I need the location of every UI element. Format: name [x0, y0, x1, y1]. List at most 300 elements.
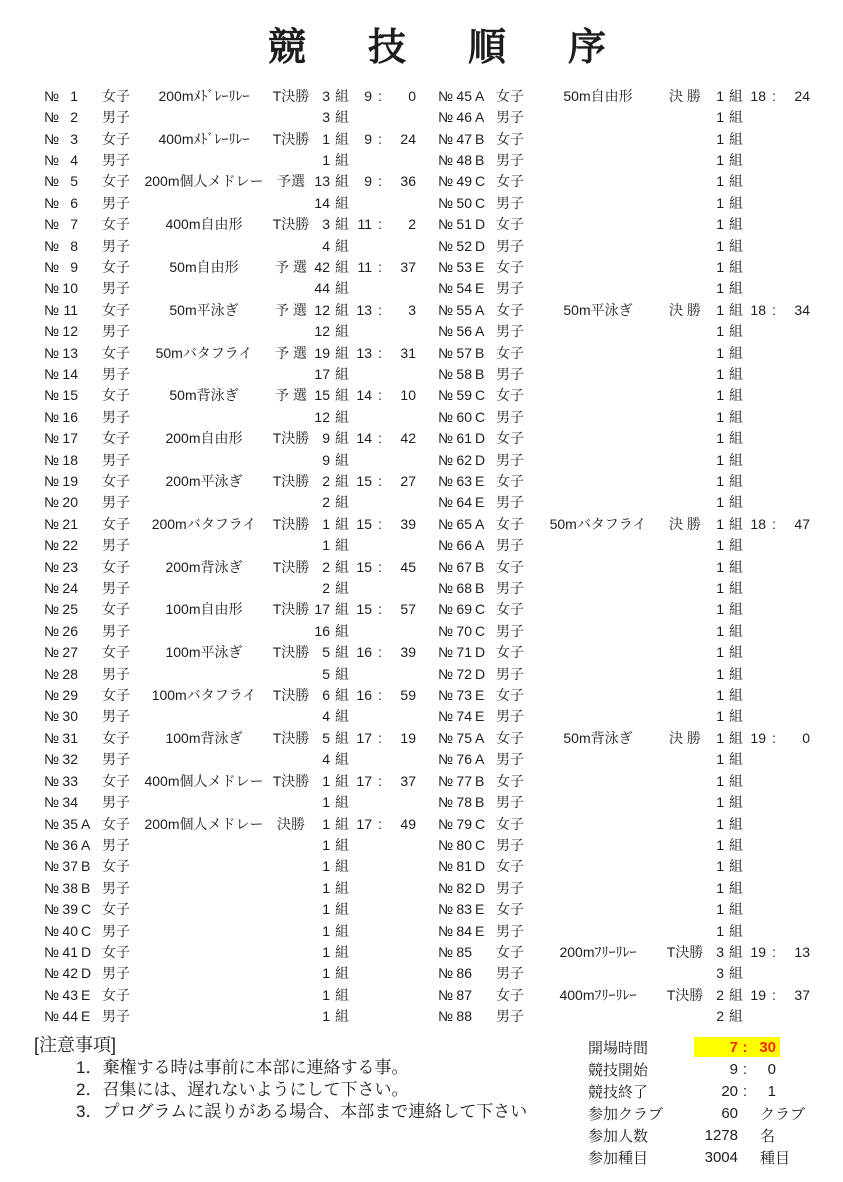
event-number: № 56 [438, 323, 472, 340]
event-number: № 51 [438, 216, 472, 233]
gender-label: 男子 [496, 365, 524, 382]
summary-row [588, 1036, 809, 1058]
event-row [438, 599, 810, 620]
start-hour: 18 [750, 301, 766, 318]
group-unit: 組 [335, 687, 349, 704]
event-number: № 30 [44, 708, 78, 725]
event-row [44, 535, 416, 556]
event-name: 400m個人メドレー [144, 772, 264, 789]
event-name: 100m自由形 [165, 601, 243, 618]
numero-sign: № [438, 558, 454, 575]
event-number: № 15 [44, 387, 78, 404]
group-count: 1 [716, 451, 724, 468]
event-row [44, 128, 416, 149]
round-label: T決勝 [272, 601, 310, 618]
event-number: № 68 [438, 580, 472, 597]
numero-sign: № [44, 558, 60, 575]
group-unit: 組 [335, 130, 349, 147]
round-label: 決 勝 [669, 87, 701, 104]
group-unit: 組 [729, 387, 743, 404]
event-name: 400mﾌﾘｰﾘﾚｰ [559, 986, 637, 1003]
event-row [438, 577, 810, 598]
class-letter: D [475, 644, 486, 661]
event-number: № 63 [438, 473, 472, 490]
group-unit: 組 [729, 794, 743, 811]
class-letter: C [81, 901, 92, 918]
group-count: 1 [322, 879, 330, 896]
time-colon: : [772, 87, 776, 104]
gender-label: 男子 [496, 794, 524, 811]
class-letter: A [475, 751, 485, 768]
gender-label: 女子 [102, 986, 130, 1003]
time-colon: : [378, 258, 382, 275]
group-unit: 組 [335, 194, 349, 211]
summary-row [588, 1102, 809, 1124]
group-unit: 組 [729, 537, 743, 554]
event-number: № 46 [438, 109, 472, 126]
numero-sign: № [44, 665, 60, 682]
group-count: 1 [322, 901, 330, 918]
group-unit: 組 [729, 87, 743, 104]
gender-label: 女子 [102, 815, 130, 832]
group-count: 2 [322, 558, 330, 575]
numero-sign: № [44, 109, 60, 126]
gender-label: 男子 [102, 194, 130, 211]
group-unit: 組 [335, 515, 349, 532]
numero-sign: № [44, 301, 60, 318]
gender-label: 男子 [102, 708, 130, 725]
event-number: № 3 [44, 130, 78, 147]
group-unit: 組 [729, 601, 743, 618]
event-row [44, 984, 416, 1005]
group-count: 4 [322, 751, 330, 768]
numero-sign: № [44, 473, 60, 490]
event-name: 100m背泳ぎ [165, 729, 243, 746]
gender-label: 男子 [102, 365, 130, 382]
gender-label: 女子 [496, 87, 524, 104]
class-letter: A [81, 836, 91, 853]
event-row [44, 642, 416, 663]
group-unit: 組 [729, 494, 743, 511]
event-row [438, 984, 810, 1005]
group-count: 1 [716, 151, 724, 168]
event-name: 200m個人メドレー [144, 173, 264, 190]
class-letter: A [475, 109, 485, 126]
group-count: 1 [716, 515, 724, 532]
gender-label: 男子 [496, 922, 524, 939]
numero-sign: № [44, 965, 60, 982]
numero-sign: № [44, 580, 60, 597]
numero-sign: № [438, 729, 454, 746]
time-colon: : [378, 473, 382, 490]
event-row [438, 299, 810, 320]
gender-label: 女子 [102, 687, 130, 704]
group-unit: 組 [335, 815, 349, 832]
event-number: № 74 [438, 708, 472, 725]
event-row [438, 706, 810, 727]
time-colon: : [378, 430, 382, 447]
class-letter: B [475, 130, 485, 147]
group-count: 1 [716, 387, 724, 404]
time-colon: : [742, 1082, 748, 1100]
group-unit: 組 [335, 494, 349, 511]
start-hour: 17 [356, 815, 372, 832]
round-label: 決 勝 [669, 729, 701, 746]
group-unit: 組 [729, 237, 743, 254]
start-minute: 37 [794, 986, 810, 1003]
event-number: № 32 [44, 751, 78, 768]
numero-sign: № [438, 430, 454, 447]
event-number: № 79 [438, 815, 472, 832]
event-number: № 27 [44, 644, 78, 661]
group-count: 1 [716, 216, 724, 233]
event-row [438, 770, 810, 791]
round-label: T決勝 [272, 558, 310, 575]
group-count: 12 [314, 408, 330, 425]
group-count: 17 [314, 365, 330, 382]
gender-label: 男子 [496, 965, 524, 982]
event-number: № 55 [438, 301, 472, 318]
group-unit: 組 [729, 365, 743, 382]
summary-label: 競技終了 [588, 1083, 649, 1101]
summary-row [588, 1146, 809, 1168]
event-row [44, 278, 416, 299]
time-colon: : [742, 1038, 748, 1056]
numero-sign: № [438, 1008, 454, 1025]
gender-label: 男子 [496, 280, 524, 297]
numero-sign: № [44, 130, 60, 147]
group-count: 1 [716, 922, 724, 939]
event-row [438, 192, 810, 213]
group-count: 12 [314, 301, 330, 318]
gender-label: 女子 [102, 729, 130, 746]
event-row [44, 898, 416, 919]
class-letter: B [475, 772, 485, 789]
gender-label: 男子 [496, 494, 524, 511]
event-number: № 14 [44, 365, 78, 382]
class-letter: C [475, 194, 486, 211]
group-unit: 組 [335, 430, 349, 447]
gender-label: 男子 [496, 836, 524, 853]
start-hour: 17 [356, 772, 372, 789]
start-hour: 16 [356, 687, 372, 704]
event-row [44, 363, 416, 384]
start-minute: 47 [794, 515, 810, 532]
event-number: № 12 [44, 323, 78, 340]
gender-label: 女子 [496, 173, 524, 190]
gender-label: 女子 [102, 344, 130, 361]
group-unit: 組 [729, 879, 743, 896]
group-count: 9 [322, 451, 330, 468]
event-row [438, 385, 810, 406]
event-number: № 75 [438, 729, 472, 746]
event-row [438, 856, 810, 877]
group-count: 3 [716, 965, 724, 982]
note-item: 2．召集には、遅れないようにして下さい。 [76, 1080, 409, 1099]
start-hour: 15 [356, 515, 372, 532]
numero-sign: № [44, 216, 60, 233]
group-count: 15 [314, 387, 330, 404]
class-letter: C [475, 836, 486, 853]
group-count: 13 [314, 173, 330, 190]
start-hour: 15 [356, 601, 372, 618]
event-row [438, 684, 810, 705]
event-row [438, 342, 810, 363]
numero-sign: № [438, 601, 454, 618]
event-row [438, 449, 810, 470]
group-unit: 組 [335, 387, 349, 404]
numero-sign: № [438, 879, 454, 896]
gender-label: 女子 [496, 772, 524, 789]
group-unit: 組 [335, 323, 349, 340]
time-colon: : [378, 87, 382, 104]
summary-row [588, 1080, 809, 1102]
numero-sign: № [438, 194, 454, 211]
gender-label: 女子 [102, 173, 130, 190]
gender-label: 男子 [496, 622, 524, 639]
gender-label: 男子 [102, 751, 130, 768]
group-unit: 組 [335, 408, 349, 425]
group-unit: 組 [335, 151, 349, 168]
gender-label: 女子 [102, 387, 130, 404]
gender-label: 男子 [496, 751, 524, 768]
event-number: № 66 [438, 537, 472, 554]
class-letter: E [475, 708, 485, 725]
group-count: 16 [314, 622, 330, 639]
event-name: 200m背泳ぎ [165, 558, 243, 575]
numero-sign: № [44, 280, 60, 297]
numero-sign: № [44, 751, 60, 768]
numero-sign: № [438, 387, 454, 404]
numero-sign: № [44, 494, 60, 511]
numero-sign: № [438, 408, 454, 425]
gender-label: 女子 [496, 473, 524, 490]
group-count: 1 [716, 644, 724, 661]
event-number: № 13 [44, 344, 78, 361]
gender-label: 女子 [496, 644, 524, 661]
gender-label: 男子 [496, 665, 524, 682]
gender-label: 男子 [102, 451, 130, 468]
group-unit: 組 [729, 515, 743, 532]
group-unit: 組 [729, 451, 743, 468]
numero-sign: № [438, 965, 454, 982]
event-name: 50m平泳ぎ [169, 301, 239, 318]
group-unit: 組 [335, 794, 349, 811]
numero-sign: № [44, 729, 60, 746]
group-unit: 組 [335, 836, 349, 853]
group-count: 1 [716, 130, 724, 147]
numero-sign: № [438, 237, 454, 254]
group-count: 1 [716, 494, 724, 511]
event-number: № 54 [438, 280, 472, 297]
numero-sign: № [438, 687, 454, 704]
class-letter: B [475, 365, 485, 382]
time-colon: : [378, 601, 382, 618]
start-minute: 3 [408, 301, 416, 318]
event-number: № 83 [438, 901, 472, 918]
event-number: № 38 [44, 879, 78, 896]
numero-sign: № [44, 794, 60, 811]
numero-sign: № [438, 751, 454, 768]
event-number: № 6 [44, 194, 78, 211]
group-unit: 組 [729, 473, 743, 490]
start-hour: 18 [750, 515, 766, 532]
event-name: 50mバタフライ [549, 515, 647, 532]
numero-sign: № [44, 879, 60, 896]
time-colon: : [378, 558, 382, 575]
numero-sign: № [438, 815, 454, 832]
event-number: № 88 [438, 1008, 472, 1025]
numero-sign: № [438, 943, 454, 960]
class-letter: D [81, 943, 92, 960]
event-number: № 57 [438, 344, 472, 361]
class-letter: B [475, 794, 485, 811]
class-letter: C [475, 815, 486, 832]
group-count: 1 [716, 258, 724, 275]
gender-label: 男子 [102, 922, 130, 939]
start-minute: 31 [400, 344, 416, 361]
note-item: 3．プログラムに誤りがある場合、本部まで連絡して下さい [76, 1102, 528, 1121]
numero-sign: № [438, 258, 454, 275]
group-unit: 組 [335, 109, 349, 126]
event-row [44, 449, 416, 470]
event-number: № 29 [44, 687, 78, 704]
event-row [438, 898, 810, 919]
class-letter: C [475, 387, 486, 404]
start-hour: 14 [356, 387, 372, 404]
gender-label: 女子 [102, 558, 130, 575]
start-minute: 37 [400, 258, 416, 275]
group-count: 5 [322, 644, 330, 661]
numero-sign: № [438, 494, 454, 511]
gender-label: 男子 [496, 151, 524, 168]
event-row [438, 213, 810, 234]
numero-sign: № [44, 922, 60, 939]
event-row [438, 106, 810, 127]
group-count: 2 [716, 1008, 724, 1025]
start-minute: 34 [794, 301, 810, 318]
event-row [438, 171, 810, 192]
event-number: № 37 [44, 858, 78, 875]
event-row [438, 727, 810, 748]
event-name: 200mﾌﾘｰﾘﾚｰ [559, 943, 637, 960]
gender-label: 男子 [102, 965, 130, 982]
round-label: T決勝 [272, 729, 310, 746]
event-number: № 48 [438, 151, 472, 168]
event-number: № 18 [44, 451, 78, 468]
numero-sign: № [44, 258, 60, 275]
group-unit: 組 [729, 580, 743, 597]
event-row [44, 706, 416, 727]
group-count: 1 [322, 130, 330, 147]
gender-label: 女子 [102, 301, 130, 318]
event-number: № 62 [438, 451, 472, 468]
event-number: № 49 [438, 173, 472, 190]
event-row [438, 1005, 810, 1026]
class-letter: D [475, 665, 486, 682]
event-name: 100m平泳ぎ [165, 644, 243, 661]
event-number: № 28 [44, 665, 78, 682]
group-count: 4 [322, 237, 330, 254]
group-count: 3 [322, 87, 330, 104]
gender-label: 女子 [496, 729, 524, 746]
group-count: 1 [322, 836, 330, 853]
numero-sign: № [438, 836, 454, 853]
group-unit: 組 [729, 836, 743, 853]
class-letter: E [475, 687, 485, 704]
class-letter: B [475, 344, 485, 361]
event-number: № 58 [438, 365, 472, 382]
group-count: 1 [716, 580, 724, 597]
note-item: 1．棄権する時は事前に本部に連絡する事。 [76, 1058, 409, 1077]
class-letter: C [475, 173, 486, 190]
event-number: № 59 [438, 387, 472, 404]
numero-sign: № [438, 323, 454, 340]
group-unit: 組 [729, 772, 743, 789]
group-count: 1 [716, 751, 724, 768]
gender-label: 男子 [102, 408, 130, 425]
event-row [438, 535, 810, 556]
group-unit: 組 [335, 280, 349, 297]
numero-sign: № [44, 173, 60, 190]
event-number: № 73 [438, 687, 472, 704]
group-count: 12 [314, 323, 330, 340]
group-count: 1 [716, 109, 724, 126]
numero-sign: № [44, 1008, 60, 1025]
event-row [438, 235, 810, 256]
numero-sign: № [44, 237, 60, 254]
group-count: 5 [322, 729, 330, 746]
numero-sign: № [438, 365, 454, 382]
time-colon: : [378, 344, 382, 361]
group-count: 6 [322, 687, 330, 704]
gender-label: 男子 [496, 879, 524, 896]
event-row [438, 556, 810, 577]
start-minute: 24 [400, 130, 416, 147]
gender-label: 女子 [496, 858, 524, 875]
numero-sign: № [438, 858, 454, 875]
schedule-column-right [438, 85, 810, 1027]
numero-sign: № [44, 344, 60, 361]
time-colon: : [378, 515, 382, 532]
event-row [438, 406, 810, 427]
gender-label: 女子 [496, 258, 524, 275]
class-letter: A [475, 729, 485, 746]
event-number: № 21 [44, 515, 78, 532]
round-label: 予 選 [275, 301, 307, 318]
event-number: № 22 [44, 537, 78, 554]
event-number: № 84 [438, 922, 472, 939]
group-count: 1 [716, 408, 724, 425]
group-count: 19 [314, 344, 330, 361]
event-row [438, 149, 810, 170]
group-count: 1 [322, 922, 330, 939]
event-number: № 44 [44, 1008, 78, 1025]
numero-sign: № [44, 537, 60, 554]
round-label: 決 勝 [669, 515, 701, 532]
group-count: 1 [716, 537, 724, 554]
group-count: 1 [716, 237, 724, 254]
numero-sign: № [438, 173, 454, 190]
summary-label: 参加クラブ [588, 1105, 664, 1123]
time-colon: : [772, 301, 776, 318]
class-letter: E [475, 922, 485, 939]
event-number: № 40 [44, 922, 78, 939]
numero-sign: № [44, 772, 60, 789]
group-unit: 組 [335, 772, 349, 789]
start-hour: 13 [356, 301, 372, 318]
start-hour: 9 [364, 173, 372, 190]
